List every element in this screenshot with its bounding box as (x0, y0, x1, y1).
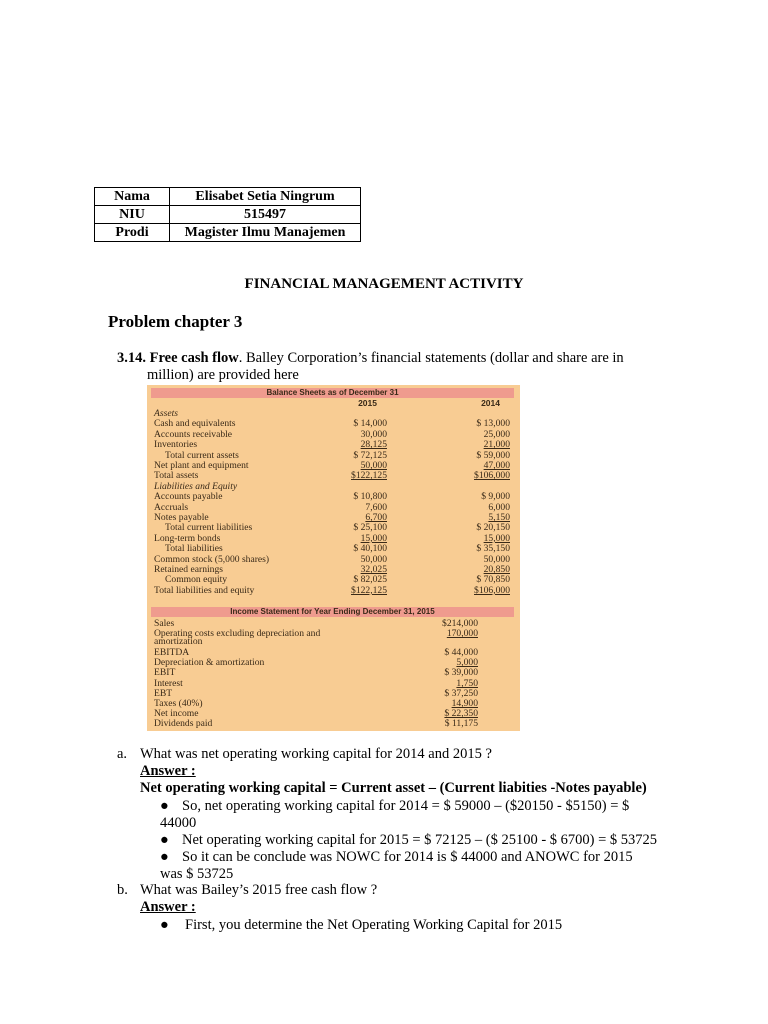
balance-sheet-row (147, 575, 520, 585)
balance-sheet-value-2014: $ 9,000 (481, 491, 510, 503)
identity-key: Prodi (95, 224, 170, 242)
balance-sheet-value-2014: 25,000 (483, 428, 510, 440)
balance-sheet-row (147, 471, 520, 481)
balance-sheet-value-2015: $ 14,000 (353, 418, 387, 430)
balance-sheet-value-2014: 15,000 (483, 532, 510, 544)
balance-sheet-value-2015: $122,125 (351, 584, 387, 596)
balance-sheet-label: Long-term bonds (154, 532, 221, 544)
balance-sheet-title: Balance Sheets as of December 31 (151, 388, 514, 398)
balance-sheet-label: Total assets (154, 470, 199, 482)
problem-statement (117, 350, 675, 384)
income-statement-row (147, 719, 520, 729)
balance-sheet-value-2015: 6,700 (365, 512, 387, 523)
bullet-text: Net operating working capital for 2015 = $ 72125 – ($ 25100 - $ 6700) = $ 53725 (182, 832, 658, 848)
answer-a-label: Answer : (140, 763, 196, 779)
balance-sheet-header (147, 398, 520, 408)
balance-sheet-value-2015: 7,600 (365, 501, 387, 513)
identity-key: Nama (95, 188, 170, 206)
balance-sheet-row (147, 430, 520, 440)
bullet-icon: ● (160, 849, 169, 865)
financial-statements-image (147, 385, 520, 731)
income-statement-value: 14,900 (451, 698, 478, 709)
col-2014-label: 2014 (481, 398, 500, 408)
balance-sheet-value-2014: $ 20,150 (476, 522, 510, 534)
problem-number: 3.14. (117, 350, 146, 366)
income-statement-value: $ 11,175 (444, 718, 478, 729)
balance-sheet-value-2015: $122,125 (351, 470, 387, 482)
balance-sheet-value-2014: $106,000 (474, 584, 510, 596)
balance-sheet-value-2015: 50,000 (360, 553, 387, 565)
balance-sheet-value-2015: $ 82,025 (353, 574, 387, 586)
income-statement-label: amortization (154, 636, 203, 647)
balance-sheet-value-2015: 30,000 (360, 428, 387, 440)
bullet-icon: ● (160, 798, 169, 814)
bullet-b-1 (160, 917, 675, 934)
income-statement-label: Sales (154, 618, 175, 629)
question-a-label: a. (117, 746, 128, 762)
income-statement-value: 5,000 (456, 657, 478, 668)
identity-value: Magister Ilmu Manajemen (170, 224, 361, 242)
income-statement-value: $ 37,250 (444, 688, 478, 699)
balance-sheet-row (147, 492, 520, 502)
balance-sheet-label: Accruals (154, 501, 189, 513)
balance-sheet-value-2014: $106,000 (474, 470, 510, 482)
balance-sheet-value-2014: $ 70,850 (476, 574, 510, 586)
income-statement-label: EBIT (154, 667, 176, 678)
document-title: FINANCIAL MANAGEMENT ACTIVITY (244, 276, 524, 292)
problem-text-2: million) are provided here (147, 367, 299, 383)
question-b-text: What was Bailey’s 2015 free cash flow ? (140, 882, 378, 898)
balance-sheet-value-2014: 50,000 (483, 553, 510, 565)
balance-sheet-label: Total liabilities and equity (154, 584, 255, 596)
identity-value: Elisabet Setia Ningrum (170, 188, 361, 206)
balance-sheet-value-2015: $ 40,100 (353, 543, 387, 555)
income-statement-label: EBITDA (154, 647, 190, 658)
bullet-text: So, net operating working capital for 2014 = $ 59000 – ($20150 - $5150) = $ (182, 798, 630, 814)
balance-sheet-label: Total current assets (165, 449, 239, 461)
income-statement-row (147, 668, 520, 678)
balance-sheet-row (147, 419, 520, 429)
balance-sheet-label: Total liabilities (165, 543, 223, 555)
balance-sheet-value-2014: 47,000 (483, 460, 510, 471)
chapter-heading: Problem chapter 3 (108, 312, 243, 331)
balance-sheet-value-2015: $ 25,100 (353, 522, 387, 534)
income-statement-label: Taxes (40%) (154, 698, 203, 709)
balance-sheet-label: Net plant and equipment (154, 460, 249, 471)
balance-sheet-label: Total current liabilities (165, 522, 253, 534)
balance-sheet-label: Retained earnings (154, 564, 223, 575)
income-statement-value: 170,000 (446, 628, 478, 639)
balance-sheet-value-2014: 5,150 (488, 512, 510, 523)
income-statement-value: 1,750 (456, 678, 478, 689)
question-a-text: What was net operating working capital for 2014 and 2015 ? (140, 746, 492, 762)
balance-sheet-value-2014: $ 59,000 (476, 449, 510, 461)
income-statement-row (147, 637, 520, 647)
income-statement-label: Net income (154, 708, 199, 719)
answer-b-label: Answer : (140, 899, 196, 915)
balance-sheet-value-2015: 28,125 (360, 439, 387, 451)
question-b-label: b. (117, 882, 128, 898)
income-statement-value: $ 22,350 (444, 708, 478, 719)
bullet-text-cont: was $ 53725 (160, 866, 234, 882)
bullet-icon: ● (160, 832, 169, 848)
balance-sheet-value-2015: 15,000 (360, 532, 387, 544)
bullet-a-3 (160, 849, 675, 883)
bullet-a-1 (160, 798, 675, 832)
nowc-formula: Net operating working capital = Current asset – (Current liabities -Notes payable) (140, 780, 647, 796)
income-statement-label: Dividends paid (154, 718, 213, 729)
identity-row-prodi (95, 224, 361, 242)
income-statement-label: Depreciation & amortization (154, 657, 265, 668)
balance-sheet-row (147, 586, 520, 596)
income-statement-value: $214,000 (442, 618, 478, 629)
balance-sheet-label: Inventories (154, 439, 198, 451)
balance-sheet-label: Assets (154, 408, 178, 419)
bullet-text-cont: 44000 (160, 815, 197, 831)
problem-text-1: . Balley Corporation’s financial statements (dollar and share are in (238, 350, 624, 366)
col-2015-label: 2015 (358, 398, 377, 408)
identity-table (94, 187, 361, 242)
balance-sheet-value-2014: $ 35,150 (476, 543, 510, 555)
identity-row-nama (95, 188, 361, 206)
balance-sheet-label: Accounts payable (154, 491, 223, 503)
balance-sheet-row (147, 544, 520, 554)
bullet-a-2 (160, 832, 675, 849)
balance-sheet-value-2015: 50,000 (360, 460, 387, 471)
problem-heading: Free cash flow (149, 350, 239, 366)
balance-sheet-label: Common equity (165, 574, 228, 586)
identity-row-niu (95, 206, 361, 224)
balance-sheet-row (147, 523, 520, 533)
balance-sheet-label: Common stock (5,000 shares) (154, 553, 270, 565)
income-statement-label: EBT (154, 688, 173, 699)
income-statement-label: Operating costs excluding depreciation and (154, 628, 321, 639)
balance-sheet-label: Cash and equivalents (154, 418, 236, 430)
balance-sheet-value-2014: 21,000 (483, 439, 510, 451)
income-statement-value: $ 39,000 (444, 667, 478, 678)
balance-sheet-value-2014: $ 13,000 (476, 418, 510, 430)
balance-sheet-label: Notes payable (154, 512, 209, 523)
balance-sheet-row (147, 440, 520, 450)
bullet-text: So it can be conclude was NOWC for 2014 is $ 44000 and ANOWC for 2015 (182, 849, 633, 865)
balance-sheet-value-2014: 6,000 (488, 501, 510, 513)
balance-sheet-label: Accounts receivable (154, 428, 233, 440)
balance-sheet-value-2015: $ 72,125 (353, 449, 387, 461)
income-statement-label: Interest (154, 678, 183, 689)
balance-sheet-value-2014: 20,850 (483, 564, 510, 575)
identity-value: 515497 (170, 206, 361, 224)
bullet-text: First, you determine the Net Operating Working Capital for 2015 (185, 917, 563, 933)
identity-key: NIU (95, 206, 170, 224)
income-statement-value: $ 44,000 (444, 647, 478, 658)
balance-sheet-label: Liabilities and Equity (154, 480, 238, 492)
balance-sheet-value-2015: $ 10,800 (353, 491, 387, 503)
balance-sheet-value-2015: 32,025 (360, 564, 387, 575)
bullet-icon: ● (160, 917, 169, 933)
balance-sheet-row (147, 461, 520, 471)
income-statement-title: Income Statement for Year Ending December 31, 2015 (151, 607, 514, 617)
